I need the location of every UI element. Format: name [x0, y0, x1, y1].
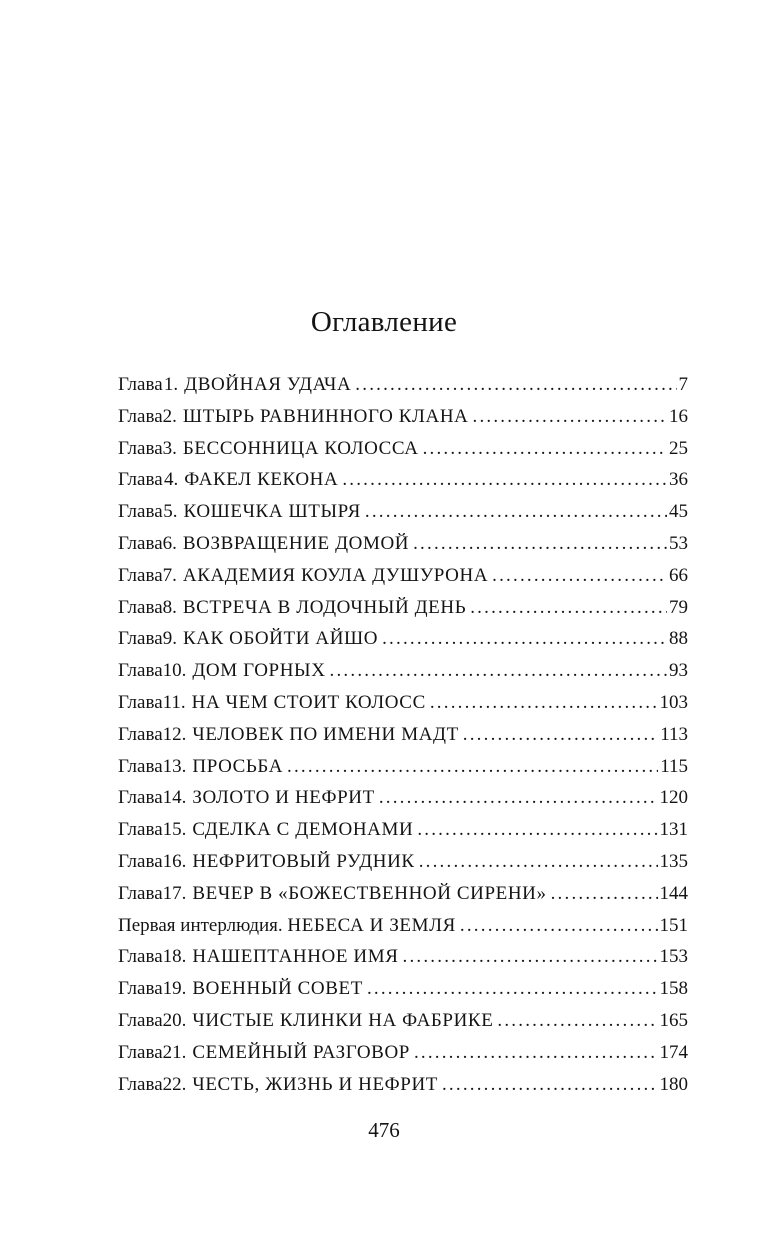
toc-chapter-word: Глава	[118, 1009, 163, 1031]
toc-chapter-title: БЕССОННИЦА КОЛОССА	[182, 437, 419, 459]
toc-number-dot: .	[181, 755, 187, 777]
toc-entry	[118, 565, 688, 597]
toc-chapter-title: НЕФРИТОВЫЙ РУДНИК	[192, 850, 415, 872]
toc-chapter-word: Глава	[118, 978, 163, 1000]
toc-page-number: 45	[669, 501, 688, 523]
toc-chapter-word: Глава	[118, 787, 163, 809]
toc-entry	[118, 501, 688, 533]
toc-dot-leader	[430, 692, 658, 714]
toc-entry	[118, 692, 688, 724]
toc-page-number: 79	[669, 596, 688, 618]
toc-chapter-number: 19	[162, 978, 182, 1000]
toc-dot-leader	[287, 756, 658, 778]
toc-chapter-word: Глава	[118, 691, 163, 713]
toc-chapter-title: ВЕЧЕР В «БОЖЕСТВЕННОЙ СИРЕНИ»	[192, 882, 547, 904]
toc-chapter-title: КОШЕЧКА ШТЫРЯ	[183, 501, 361, 523]
toc-page-number: 16	[669, 405, 688, 427]
toc-number-dot: .	[181, 850, 187, 872]
toc-entry	[118, 374, 688, 406]
toc-page-number: 36	[669, 469, 688, 491]
toc-chapter-number: 7	[162, 564, 173, 586]
toc-chapter-title: ВОЕННЫЙ СОВЕТ	[192, 978, 363, 1000]
toc-number-dot: .	[181, 819, 187, 841]
toc-chapter-title: НА ЧЕМ СТОИТ КОЛОСС	[191, 691, 426, 713]
toc-number-dot: .	[181, 1073, 187, 1095]
toc-chapter-number: 1	[163, 374, 174, 395]
table-of-contents	[118, 374, 688, 1105]
toc-page-number: 25	[669, 437, 688, 459]
toc-dot-leader	[417, 819, 657, 841]
toc-chapter-number: 11	[162, 691, 181, 713]
toc-page-number: 153	[659, 946, 688, 968]
toc-chapter-word: Глава	[118, 819, 163, 841]
toc-dot-leader	[355, 374, 676, 396]
page-number: 476	[368, 1118, 400, 1142]
toc-entry	[118, 1042, 688, 1074]
toc-number-dot: .	[181, 723, 187, 745]
toc-number-dot: .	[181, 882, 187, 904]
toc-chapter-number: 8	[162, 596, 173, 618]
toc-page-number: 158	[659, 978, 688, 1000]
toc-entry	[118, 1010, 688, 1042]
toc-chapter-number: 10	[162, 660, 182, 682]
toc-entry	[118, 597, 688, 629]
toc-chapter-number: 17	[162, 882, 182, 904]
toc-dot-leader	[423, 438, 667, 460]
toc-number-dot: .	[172, 532, 177, 554]
toc-number-dot: .	[181, 1009, 187, 1031]
toc-chapter-word: Глава	[118, 946, 163, 968]
toc-number-dot: .	[181, 946, 187, 968]
toc-dot-leader	[330, 660, 667, 682]
toc-chapter-word: Глава	[118, 755, 163, 777]
toc-entry	[118, 819, 688, 851]
toc-dot-leader	[497, 1010, 657, 1032]
toc-page-number: 115	[660, 755, 688, 777]
toc-chapter-title: НЕБЕСА И ЗЕМЛЯ	[287, 914, 456, 936]
toc-number-dot: .	[172, 501, 178, 523]
toc-chapter-number: 21	[162, 1041, 182, 1063]
toc-dot-leader	[470, 597, 667, 619]
toc-chapter-title: ДВОЙНАЯ УДАЧА	[184, 374, 352, 395]
toc-interlude-label: Первая интерлюдия.	[118, 914, 283, 936]
toc-number-dot: .	[181, 660, 187, 682]
toc-entry	[118, 660, 688, 692]
toc-chapter-number: 22	[162, 1073, 182, 1095]
toc-chapter-title: ШТЫРЬ РАВНИННОГО КЛАНА	[182, 405, 469, 427]
toc-chapter-number: 2	[162, 405, 173, 427]
toc-entry	[118, 915, 688, 947]
toc-number-dot: .	[180, 691, 186, 713]
toc-entry	[118, 533, 688, 565]
toc-chapter-number: 12	[162, 723, 182, 745]
toc-chapter-word: Глава	[118, 628, 163, 650]
toc-number-dot: .	[172, 564, 177, 586]
toc-dot-leader	[463, 724, 658, 746]
toc-page-number: 144	[659, 882, 688, 904]
toc-chapter-title: ДОМ ГОРНЫХ	[192, 660, 326, 682]
toc-chapter-word: Глава	[118, 1041, 163, 1063]
toc-chapter-word: Глава	[118, 660, 163, 682]
toc-dot-leader	[460, 915, 658, 937]
toc-dot-leader	[403, 946, 658, 968]
toc-page-number: 120	[659, 787, 688, 809]
toc-entry	[118, 946, 688, 978]
toc-chapter-word: Глава	[118, 564, 163, 586]
toc-chapter-word: Глава	[118, 374, 163, 395]
toc-dot-leader	[419, 851, 658, 873]
toc-chapter-title: ЧЕСТЬ, ЖИЗНЬ И НЕФРИТ	[192, 1073, 438, 1095]
toc-chapter-title: СДЕЛКА С ДЕМОНАМИ	[192, 819, 414, 841]
toc-dot-leader	[382, 628, 667, 650]
toc-number-dot: .	[173, 374, 179, 395]
toc-chapter-word: Глава	[118, 532, 163, 554]
toc-chapter-number: 5	[163, 501, 173, 523]
toc-page-number: 151	[659, 914, 688, 936]
toc-chapter-title: ЧИСТЫЕ КЛИНКИ НА ФАБРИКЕ	[192, 1009, 494, 1031]
toc-entry	[118, 1074, 688, 1106]
toc-entry	[118, 724, 688, 756]
toc-chapter-word: Глава	[118, 469, 163, 491]
toc-chapter-title: НАШЕПТАННОЕ ИМЯ	[192, 946, 399, 968]
toc-dot-leader	[492, 565, 667, 587]
toc-entry	[118, 756, 688, 788]
toc-chapter-word: Глава	[118, 405, 163, 427]
toc-page-number: 180	[659, 1073, 688, 1095]
toc-number-dot: .	[172, 596, 177, 618]
toc-dot-leader	[365, 501, 667, 523]
toc-entry	[118, 883, 688, 915]
toc-entry	[118, 406, 688, 438]
toc-page-number: 165	[659, 1009, 688, 1031]
toc-number-dot: .	[172, 405, 177, 427]
toc-number-dot: .	[172, 437, 177, 459]
toc-dot-leader	[551, 883, 658, 905]
toc-number-dot: .	[181, 978, 187, 1000]
toc-chapter-word: Глава	[118, 723, 163, 745]
toc-entry	[118, 978, 688, 1010]
toc-chapter-number: 9	[162, 628, 173, 650]
toc-chapter-number: 20	[162, 1009, 182, 1031]
toc-entry	[118, 628, 688, 660]
toc-chapter-number: 18	[162, 946, 182, 968]
toc-page-number: 7	[678, 374, 688, 395]
toc-dot-leader	[379, 787, 658, 809]
toc-entry	[118, 787, 688, 819]
toc-entry	[118, 851, 688, 883]
toc-chapter-title: ЧЕЛОВЕК ПО ИМЕНИ МАДТ	[192, 723, 459, 745]
toc-chapter-title: АКАДЕМИЯ КОУЛА ДУШУРОНА	[182, 564, 489, 586]
toc-chapter-title: ЗОЛОТО И НЕФРИТ	[192, 787, 375, 809]
toc-page-number: 103	[659, 691, 688, 713]
toc-chapter-number: 6	[162, 532, 173, 554]
toc-chapter-title: ВОЗВРАЩЕНИЕ ДОМОЙ	[182, 532, 410, 554]
toc-chapter-number: 3	[162, 437, 173, 459]
toc-dot-leader	[473, 406, 668, 428]
toc-number-dot: .	[172, 628, 177, 650]
toc-chapter-word: Глава	[118, 501, 163, 523]
toc-chapter-word: Глава	[118, 1073, 163, 1095]
toc-number-dot: .	[181, 1041, 187, 1063]
toc-entry	[118, 438, 688, 470]
toc-page-number: 93	[669, 660, 688, 682]
toc-chapter-word: Глава	[118, 437, 163, 459]
toc-chapter-word: Глава	[118, 882, 163, 904]
toc-page-number: 113	[660, 723, 688, 745]
toc-entry	[118, 469, 688, 501]
toc-chapter-title: СЕМЕЙНЫЙ РАЗГОВОР	[192, 1041, 410, 1063]
toc-dot-leader	[413, 533, 667, 555]
toc-page-number: 174	[659, 1041, 688, 1063]
toc-chapter-word: Глава	[118, 596, 163, 618]
toc-chapter-word: Глава	[118, 850, 163, 872]
toc-dot-leader	[342, 469, 667, 491]
toc-number-dot: .	[181, 787, 187, 809]
toc-page-number: 53	[669, 532, 688, 554]
toc-chapter-number: 16	[162, 850, 182, 872]
toc-dot-leader	[442, 1074, 658, 1096]
page-title: Оглавление	[310, 306, 458, 338]
toc-chapter-title: ПРОСЬБА	[192, 755, 284, 777]
toc-page-number: 66	[669, 564, 688, 586]
toc-page-number: 131	[659, 819, 688, 841]
toc-dot-leader	[367, 978, 658, 1000]
toc-chapter-title: КАК ОБОЙТИ АЙШО	[182, 628, 379, 650]
toc-chapter-number: 4	[164, 469, 174, 491]
toc-chapter-number: 13	[162, 755, 182, 777]
toc-page-number: 135	[659, 850, 688, 872]
toc-dot-leader	[414, 1042, 658, 1064]
toc-chapter-number: 15	[162, 819, 182, 841]
toc-number-dot: .	[173, 469, 179, 491]
toc-chapter-title: ВСТРЕЧА В ЛОДОЧНЫЙ ДЕНЬ	[182, 596, 467, 618]
toc-page-number: 88	[669, 628, 688, 650]
toc-chapter-title: ФАКЕЛ КЕКОНА	[184, 469, 339, 491]
toc-chapter-number: 14	[162, 787, 182, 809]
